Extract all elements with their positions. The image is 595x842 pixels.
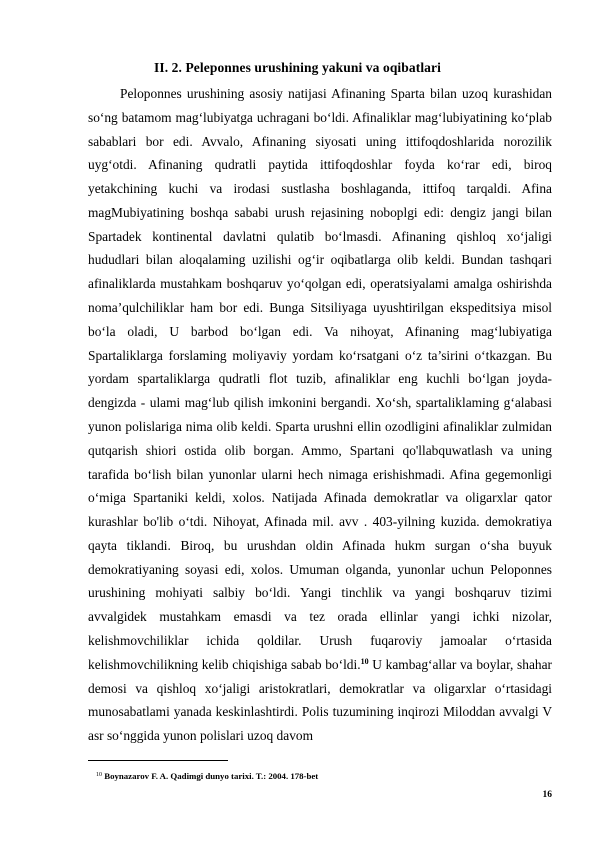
main-paragraph [88,82,552,748]
footnote-number: 10 [96,772,102,778]
footnote-reference: 10 [360,656,369,666]
section-heading: II. 2. Peleponnes urushining yakuni va oqibatlari [154,60,441,75]
page-number: 16 [542,790,552,800]
footnote-text: Boynazarov F. A. Qadimgi dunyo tarixi. T.: 2004. 178-bet [104,771,319,781]
body-text [88,82,552,748]
paragraph-text-after-note: U kambag‘allar va boylar, shahar demosi va qishloq xo‘jaligi aristokratlari, demokratlar va oligarxlar o‘rtasidagi munosabatlami yanada keskinlashtirdi. Polis tuzumining inqirozi Miloddan avvalgi V asr so‘nggida yunon polislari uzoq davom [88,656,553,744]
paragraph-text-before-note: Peloponnes urushining asosiy natijasi Afinaning Sparta bilan uzoq kurashidan so‘ng batamom mag‘lubiyatga uchragani bo‘ldi. Afinaliklar mag‘lubiyatining ko‘plab sabablari bor edi. Avvalo, Afinaning siyosati uning ittifoqdoshlarida norozilik uyg‘otdi. Afinaning qudratli paytida ittifoqdoshlar foyda ko‘rar edi, biroq yetakchining kuchi va irodasi sustlasha boshlaganda, ittifoq tarqaldi. Afina magMubiyatining boshqa sababi urush rejasining noboplgi edi: dengiz jangi bilan Spartadek kontinental davlatni qulatib bo‘lmasdi. Afinaning qishloq xo‘jaligi hududlari bilan aloqalaming uzilishi og‘ir oqibatlarga olib keldi. Bundan tashqari afinaliklarda mustahkam boshqaruv yo‘qolgan edi, operatsiyalami amalga oshirishda noma’qulchiliklar ham bor edi. Bunga Sitsiliyaga uyushtirilgan ekspeditsiya misol bo‘la oladi, U barbod bo‘lgan edi. Va nihoyat, Afinaning mag‘lubiyatiga Spartaliklarga forslaming moliyaviy yordam ko‘rsatgani o‘z ta’sirini o‘tkazgan. Bu yordam spartaliklarga qudratli flot tuzib, afinaliklar eng kuchli bo‘lgan joyda- dengizda - ulami mag‘lub qilish imkonini bergandi. Xo‘sh, spartaliklaming g‘alabasi yunon polislariga nima olib keldi. Sparta urushni ellin ozodligini afinaliklar zulmidan qutqarish shiori ostida olib borgan. Ammo, Spartani qo'llabquwatlash va uning tarafida bo‘lish bilan yunonlar ularni hech nimaga erishishmadi. Afina gegemonligi o‘miga Spartaniki keldi, xolos. Natijada Afinada demokratlar va oligarxlar qator kurashlar bo'lib o‘tdi. Nihoyat, Afinada mil. avv . 403-yilning kuzida. demokratiya qayta tiklandi. Biroq, bu urushdan oldin Afinada hukm surgan o‘sha buyuk demokratiyaning soyasi edi, xolos. Umuman olganda, yunonlar uchun Peloponnes urushining mohiyati salbiy bo‘ldi. Yangi tinchlik va yangi boshqaruv tizimi avvalgidek mustahkam emasdi va tez orada ellinlar yangi ichki nizolar, kelishmovchiliklar ichida qoldilar. Urush fuqaroviy jamoalar o‘rtasida kelishmovchilikning kelib chiqishiga sabab bo‘ldi. [88,86,552,672]
footnote [96,771,318,781]
footnote-divider [88,760,228,761]
